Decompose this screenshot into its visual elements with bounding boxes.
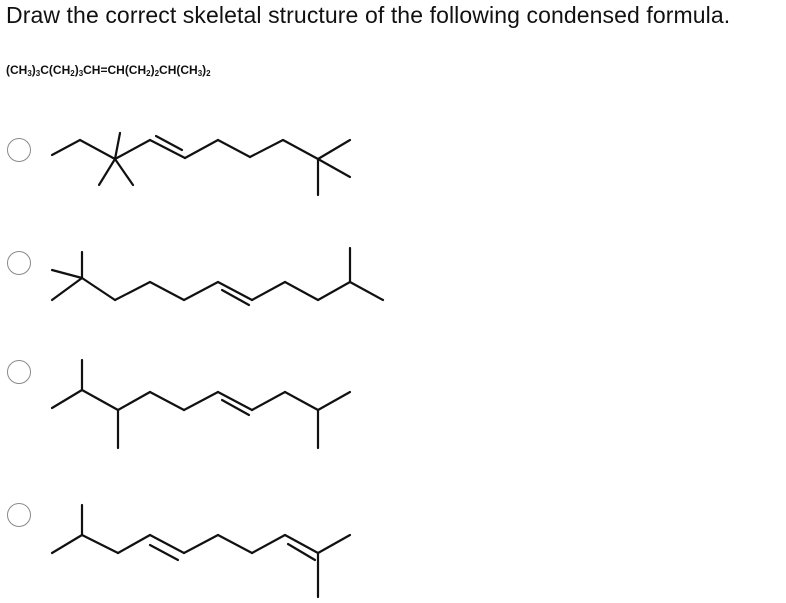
skeletal-structure-c-icon: [0, 340, 786, 450]
question-text: Draw the correct skeletal structure of the following condensed formula.: [6, 2, 731, 28]
formula-part: ): [150, 63, 155, 77]
formula-subscript: 2: [206, 69, 211, 78]
formula-subscript: 3: [197, 69, 203, 78]
skeletal-structure-d-icon: [0, 485, 786, 603]
formula-subscript: 2: [154, 69, 160, 78]
formula-subscript: 2: [146, 69, 151, 78]
formula-part: ): [74, 63, 79, 77]
formula-subscript: 2: [70, 69, 75, 78]
condensed-formula: [6, 63, 211, 78]
formula-subscript: 3: [35, 69, 41, 78]
formula-part: CH=CH(CH: [83, 63, 147, 77]
answer-option-d: [0, 485, 786, 595]
formula-subscript: 3: [78, 69, 84, 78]
formula-part: ): [31, 63, 36, 77]
skeletal-structure-a-icon: [0, 95, 786, 205]
formula-part: ): [202, 63, 207, 77]
answer-option-a: [0, 95, 786, 205]
formula-subscript: 3: [27, 69, 32, 78]
formula-part: (CH: [6, 63, 28, 77]
answer-option-c: [0, 340, 786, 450]
formula-part: CH(CH: [159, 63, 198, 77]
skeletal-structure-b-icon: [0, 220, 786, 330]
answer-option-b: [0, 220, 786, 330]
formula-part: C(CH: [40, 63, 71, 77]
